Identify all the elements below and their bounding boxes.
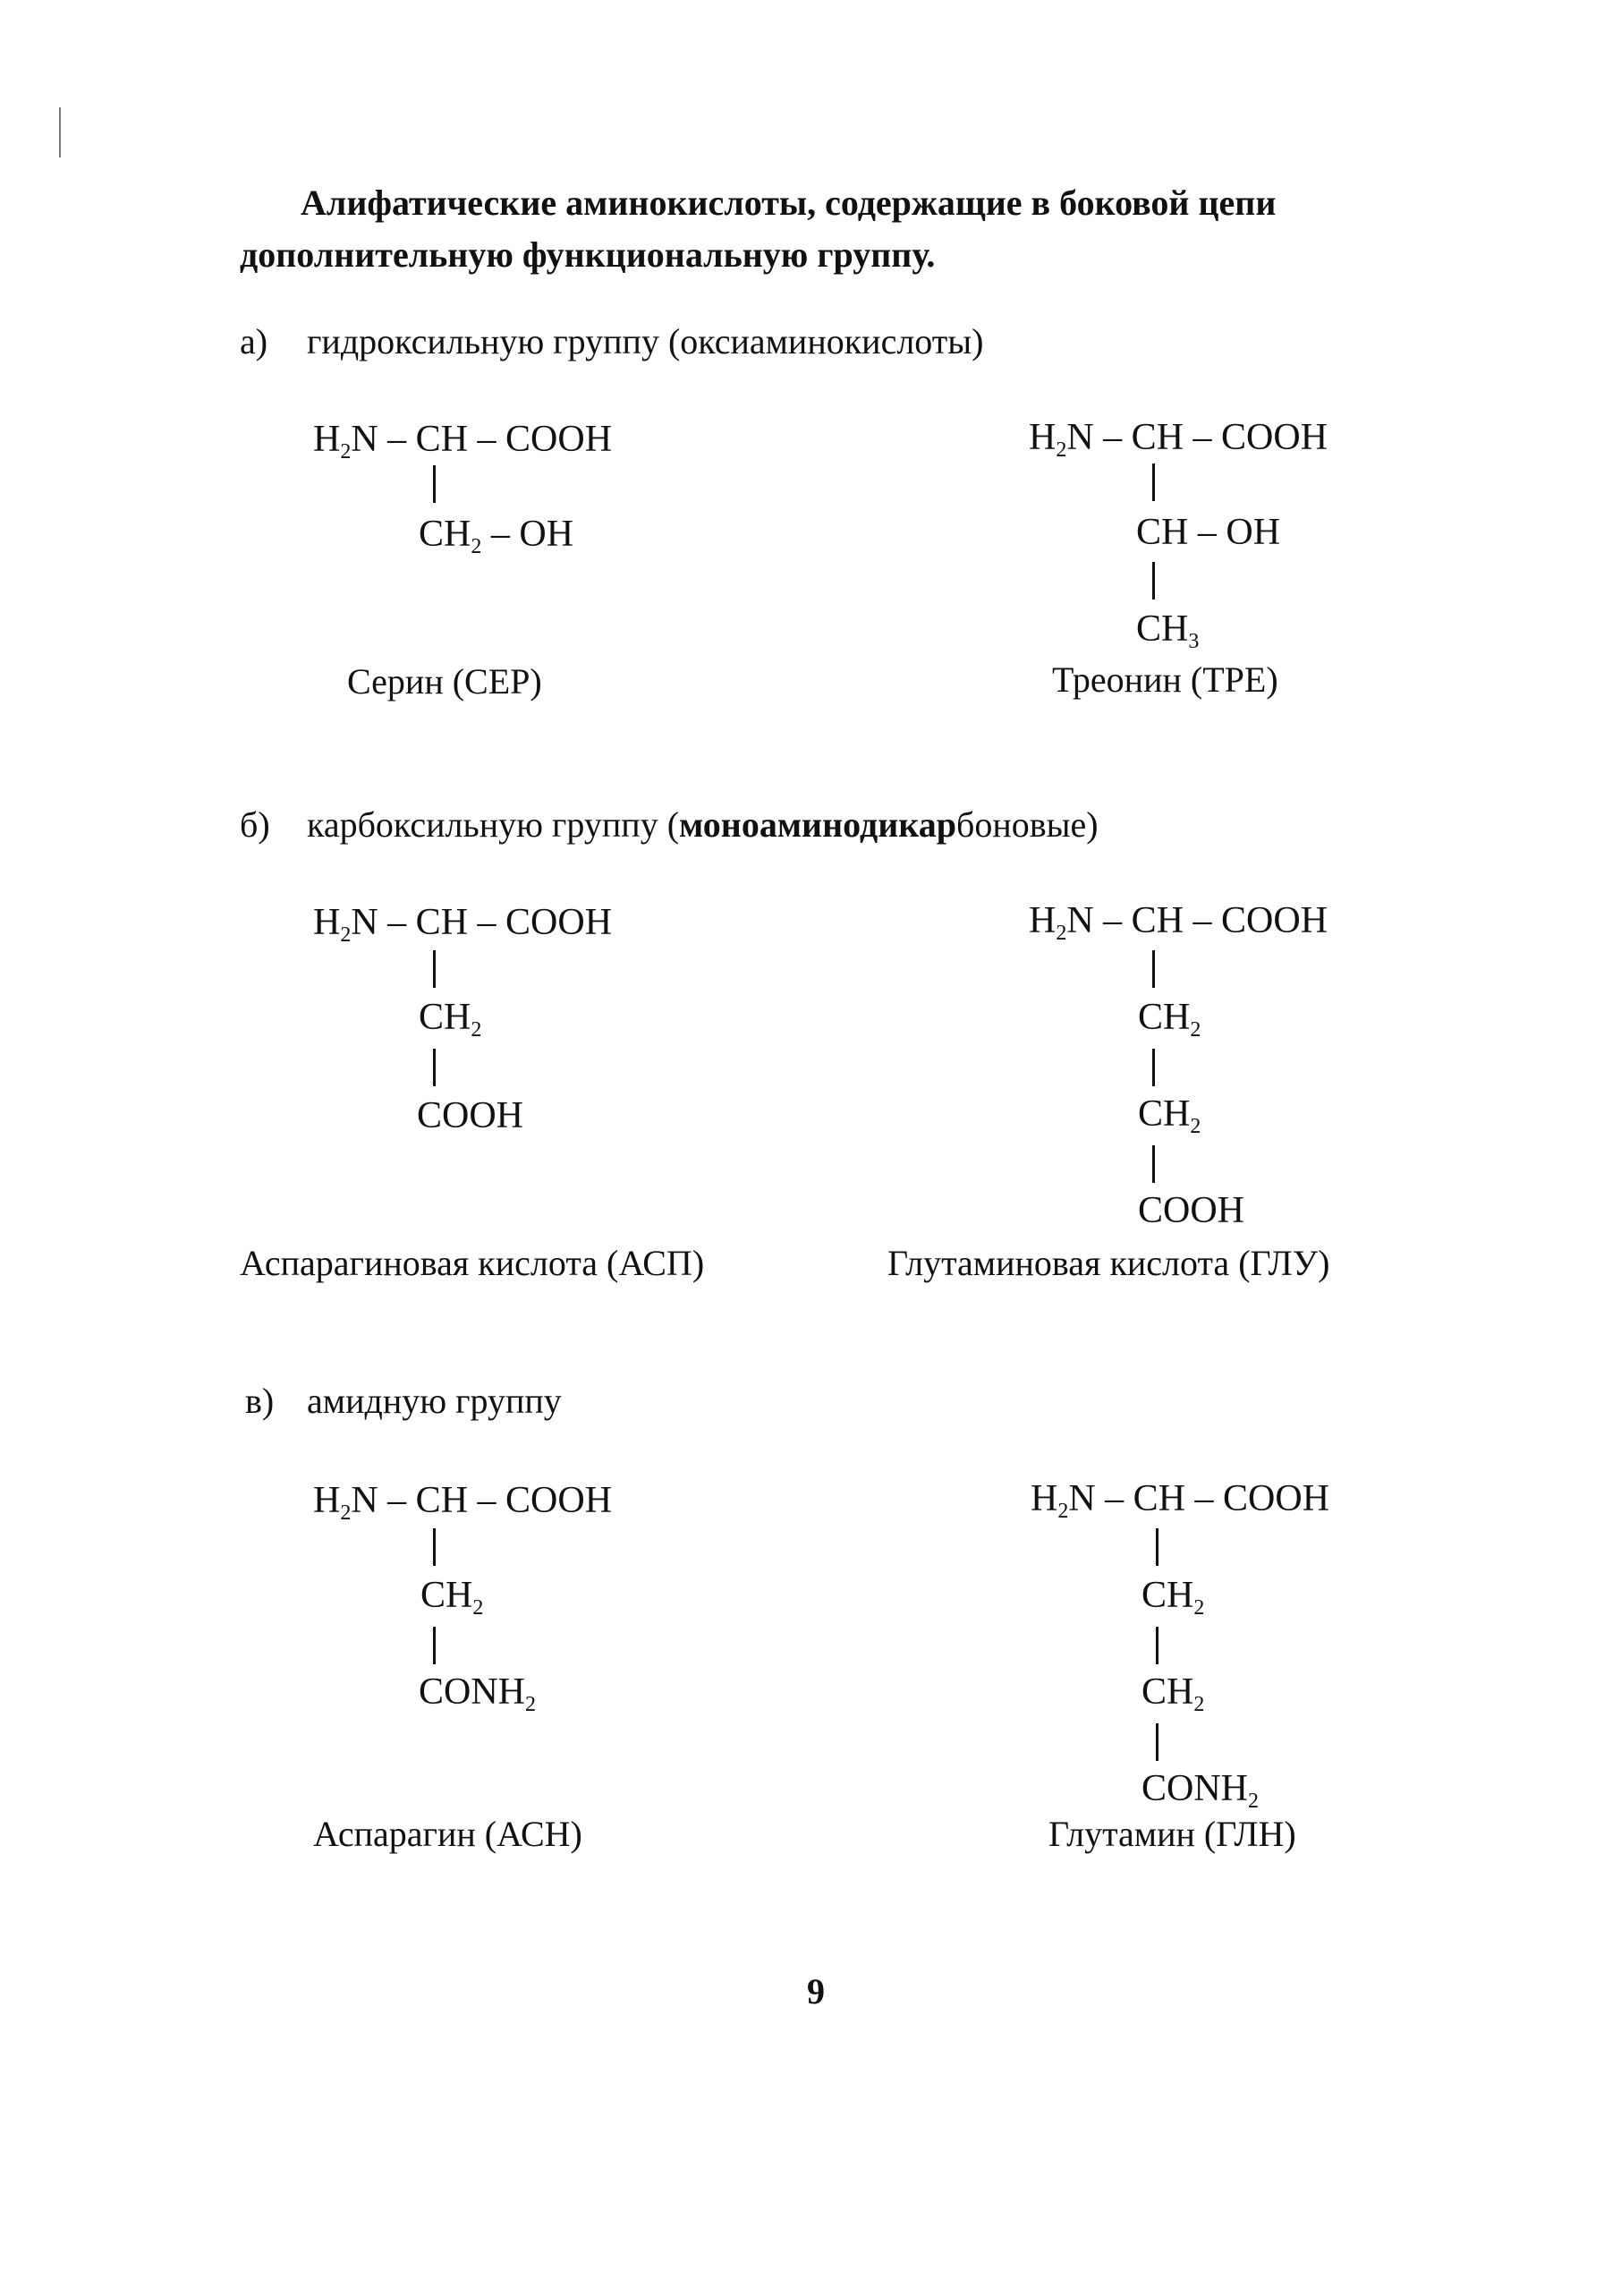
section-a-text: гидроксильную группу (оксиаминокислоты) <box>307 321 984 361</box>
glutamic-chain-1: $CH_2$ <box>1138 997 1201 1042</box>
compound-name-aspartic-acid: Аспарагиновая кислота (АСП) <box>240 1243 705 1283</box>
aspartic-chain-2: COOH <box>417 1095 524 1136</box>
section-b-label: б) <box>240 804 270 845</box>
compound-name-asparagine: Аспарагин (АСН) <box>313 1814 582 1854</box>
aspartic-backbone: $H_2N$ – CH – COOH <box>313 902 613 947</box>
threonine-bond-1 <box>1152 463 1155 501</box>
aspartic-bond-1 <box>433 950 436 988</box>
asparagine-chain-2: $CONH_2$ <box>419 1671 537 1716</box>
serine-side-chain: $CH_2$ – OH <box>419 514 574 558</box>
section-c-text: амидную группу <box>307 1381 562 1421</box>
glutamic-chain-3: COOH <box>1138 1190 1245 1231</box>
section-c-heading <box>245 1380 562 1422</box>
compound-name-serine: Серин (СЕР) <box>347 661 542 702</box>
section-c-label: в) <box>245 1381 275 1421</box>
title-line-1: Алифатические аминокислоты, содержащие в боковой цепи <box>301 183 1277 223</box>
threonine-backbone: $H_2N$ – CH – COOH <box>1029 417 1328 462</box>
asparagine-bond-2 <box>433 1627 436 1664</box>
section-a-heading <box>240 320 983 362</box>
title-line-2: дополнительную функциональную группу. <box>240 234 936 275</box>
serine-bond-1 <box>433 465 436 503</box>
glutamine-bond-2 <box>1156 1627 1158 1664</box>
glutamine-chain-3: $CONH_2$ <box>1141 1768 1260 1813</box>
glutamic-bond-1 <box>1152 950 1155 988</box>
serine-backbone: $H_2N$ – CH – COOH <box>313 419 613 463</box>
compound-name-threonine: Треонин (ТРЕ) <box>1052 659 1278 700</box>
glutamic-bond-3 <box>1152 1145 1155 1183</box>
aspartic-chain-1: $CH_2$ <box>419 997 482 1042</box>
compound-name-glutamic-acid: Глутаминовая кислота (ГЛУ) <box>887 1243 1330 1283</box>
compound-name-glutamine: Глутамин (ГЛН) <box>1048 1814 1296 1854</box>
glutamic-backbone: $H_2N$ – CH – COOH <box>1029 900 1328 945</box>
asparagine-chain-1: $CH_2$ <box>420 1575 484 1620</box>
asparagine-backbone: $H_2N$ – CH – COOH <box>313 1480 613 1525</box>
glutamine-bond-3 <box>1156 1723 1158 1761</box>
threonine-chain-2: $CH_3$ <box>1136 608 1200 653</box>
threonine-bond-2 <box>1152 562 1155 600</box>
glutamine-bond-1 <box>1156 1528 1158 1566</box>
threonine-chain-1: CH – OH <box>1136 512 1281 553</box>
glutamic-bond-2 <box>1152 1049 1155 1086</box>
section-b-heading: б) карбоксильную группу (моноаминодикарбоновые) <box>240 804 1099 845</box>
page-number: 9 <box>807 1971 825 2011</box>
section-a-label: а) <box>240 321 268 361</box>
asparagine-bond-1 <box>433 1528 436 1566</box>
glutamine-backbone: $H_2N$ – CH – COOH <box>1031 1478 1330 1523</box>
glutamic-chain-2: $CH_2$ <box>1138 1093 1201 1138</box>
margin-mark <box>59 107 61 157</box>
aspartic-bond-2 <box>433 1049 436 1086</box>
glutamine-chain-1: $CH_2$ <box>1141 1575 1205 1620</box>
glutamine-chain-2: $CH_2$ <box>1141 1671 1205 1716</box>
